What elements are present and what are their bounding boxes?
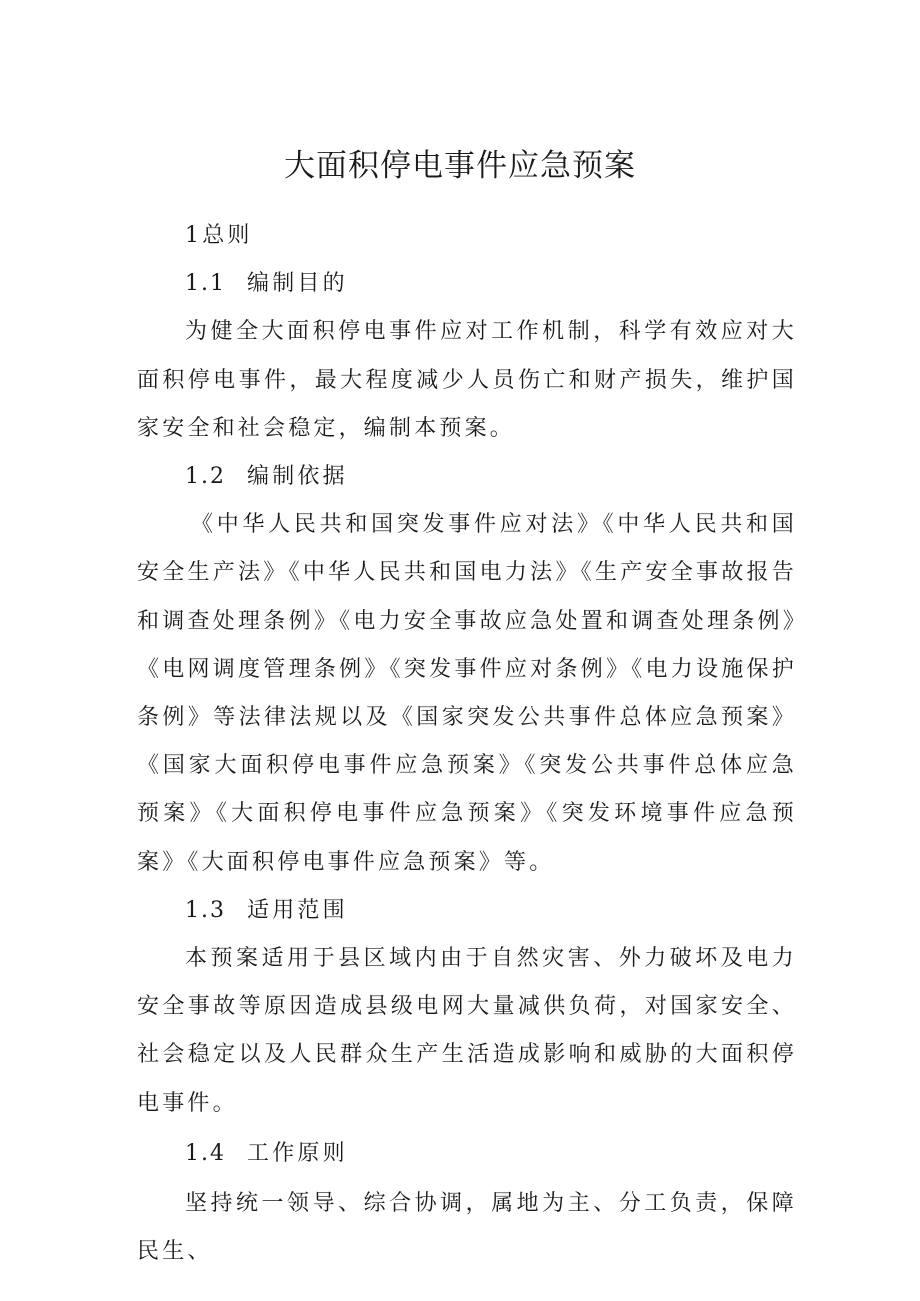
paragraph-scope: 本预案适用于县区域内由于自然灾害、外力破坏及电力安全事故等原因造成县级电网大量减供负荷，对国家安全、社会稳定以及人民群众生产生活造成影响和威胁的大面积停电事件。 bbox=[137, 946, 797, 1116]
paragraph-principles: 坚持统一领导、综合协调，属地为主、分工负责，保障民生、 bbox=[137, 1191, 797, 1265]
section-number: 1.1 bbox=[185, 271, 226, 297]
document-body bbox=[137, 212, 797, 1276]
section-heading-basis bbox=[137, 453, 797, 501]
section-heading-purpose bbox=[137, 260, 797, 308]
section-title: 编制依据 bbox=[247, 464, 348, 490]
paragraph-purpose: 为健全大面积停电事件应对工作机制，科学有效应对大面积停电事件，最大程度减少人员伤亡和财产损失，维护国家安全和社会稳定，编制本预案。 bbox=[137, 319, 797, 441]
section-heading-general: 1总则 bbox=[185, 223, 253, 248]
section-heading-principles bbox=[137, 1130, 797, 1178]
section-heading-scope bbox=[137, 887, 797, 935]
section-number: 1.2 bbox=[185, 464, 226, 490]
section-number: 1.4 bbox=[185, 1140, 226, 1166]
section-number: 1.3 bbox=[185, 897, 226, 923]
paragraph-basis: 《中华人民共和国突发事件应对法》《中华人民共和国安全生产法》《中华人民共和国电力法》《生产安全事故报告和调查处理条例》《电力安全事故应急处置和调查处理条例》《电网调度管理条例》《突发事件应对条例》《电力设施保护条例》等法律法规以及《国家突发公共事件总体应急预案》《国家大面积停电事件应急预案》《突发公共事件总体应急预案》《大面积停电事件应急预案》《突发环境事件应急预案》《大面积停电事件应急预案》等。 bbox=[137, 512, 797, 875]
section-title: 工作原则 bbox=[247, 1140, 348, 1166]
section-title: 编制目的 bbox=[247, 271, 348, 297]
document-title: 大面积停电事件应急预案 bbox=[284, 148, 636, 184]
section-title: 适用范围 bbox=[247, 897, 348, 923]
